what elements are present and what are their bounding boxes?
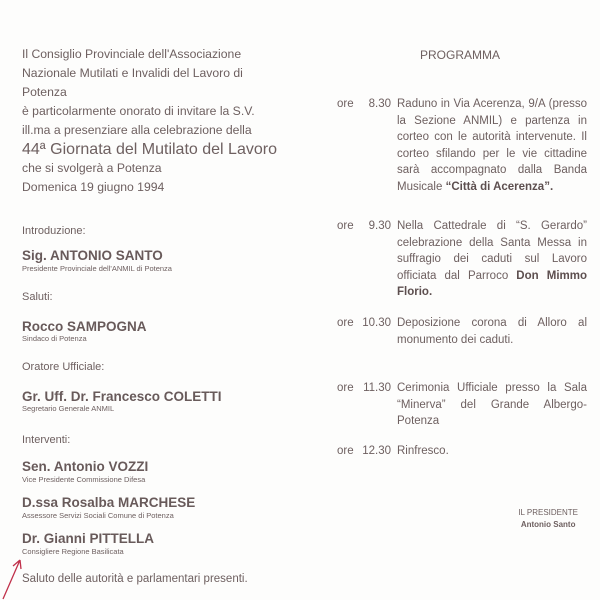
event-time: 11.30 — [363, 382, 391, 394]
ore-label: ore — [337, 317, 354, 329]
signature-name: Antonio Santo — [520, 520, 576, 529]
program-event — [337, 380, 587, 430]
speaker-name: Dr. Gianni PITTELLA — [22, 531, 155, 546]
event-description: Rinfresco. — [397, 445, 449, 457]
invitation-text — [22, 45, 277, 197]
section-label: Saluti: — [22, 291, 53, 303]
speaker-role: Segretario Generale ANMIL — [22, 404, 115, 413]
intro-line: ill.ma a presenziare alla celebrazione della — [22, 123, 252, 137]
ore-label: ore — [337, 445, 354, 457]
event-time: 10.30 — [362, 317, 391, 329]
speaker-name: Sen. Antonio VOZZI — [22, 459, 149, 474]
closing-note: Saluto delle autorità e parlamentari presenti. — [22, 573, 248, 585]
event-title: 44ª Giornata del Mutilato del Lavoro — [22, 141, 277, 158]
event-time: 8.30 — [368, 98, 391, 110]
event-text: Raduno in Via Acerenza, 9/A (presso la Sezione ANMIL) e partenza in corteo con le autorità intervenute. Il corteo sfilando per le vie cittadine sarà accompagnato dalla Banda Musicale — [397, 98, 587, 193]
event-place: che si svolgerà a Potenza — [22, 161, 162, 175]
event-bold-text: Don Mimmo Florio. — [397, 269, 587, 299]
ore-label: ore — [337, 220, 354, 232]
event-description: Deposizione corona di Alloro al monumento dei caduti. — [397, 317, 587, 346]
section-label: Introduzione: — [22, 225, 86, 237]
event-bold-text: “Città di Acerenza”. — [445, 180, 554, 193]
speaker-name: D.ssa Rosalba MARCHESE — [22, 495, 196, 510]
intro-line: è particolarmente onorato di invitare la S.V. — [22, 104, 255, 118]
section-label: Oratore Ufficiale: — [22, 361, 105, 373]
event-text: Nella Cattedrale di “S. Gerardo” celebrazione della Santa Messa in suffragio dei caduti sul Lavoro officiata dal Parroco — [397, 220, 587, 282]
signature-block — [518, 508, 578, 529]
speaker-role: Sindaco di Potenza — [22, 334, 87, 343]
event-time: 9.30 — [368, 220, 391, 232]
program-event — [337, 96, 587, 196]
event-time: 12.30 — [362, 445, 391, 457]
ore-label: ore — [337, 382, 354, 394]
program-event — [337, 315, 587, 348]
speaker-role: Presidente Provinciale dell'ANMIL di Potenza — [22, 264, 172, 273]
intro-line: Nazionale Mutilati e Invalidi del Lavoro di — [22, 66, 243, 80]
speaker-name: Sig. ANTONIO SANTO — [22, 248, 163, 263]
red-arrow-annotation-icon — [0, 552, 30, 600]
section-label: Interventi: — [22, 434, 71, 446]
event-date: Domenica 19 giugno 1994 — [22, 180, 165, 194]
signature-title: IL PRESIDENTE — [518, 508, 578, 517]
intro-line: Il Consiglio Provinciale dell'Associazione — [22, 47, 242, 61]
program-title: PROGRAMMA — [419, 48, 500, 62]
event-description — [397, 218, 587, 301]
speaker-name: Gr. Uff. Dr. Francesco COLETTI — [22, 389, 222, 404]
speaker-role: Assessore Servizi Sociali Comune di Potenza — [22, 511, 174, 520]
ore-label: ore — [337, 98, 354, 110]
event-description: Cerimonia Ufficiale presso la Sala “Minerva” del Grande Albergo-Potenza — [397, 382, 587, 428]
speaker-name: Rocco SAMPOGNA — [22, 319, 147, 334]
program-event — [337, 218, 587, 301]
speaker-role: Consigliere Regione Basilicata — [22, 547, 124, 556]
intro-line: Potenza — [22, 85, 67, 99]
event-description — [397, 96, 587, 196]
speaker-role: Vice Presidente Commissione Difesa — [22, 475, 146, 484]
program-event — [337, 443, 587, 460]
